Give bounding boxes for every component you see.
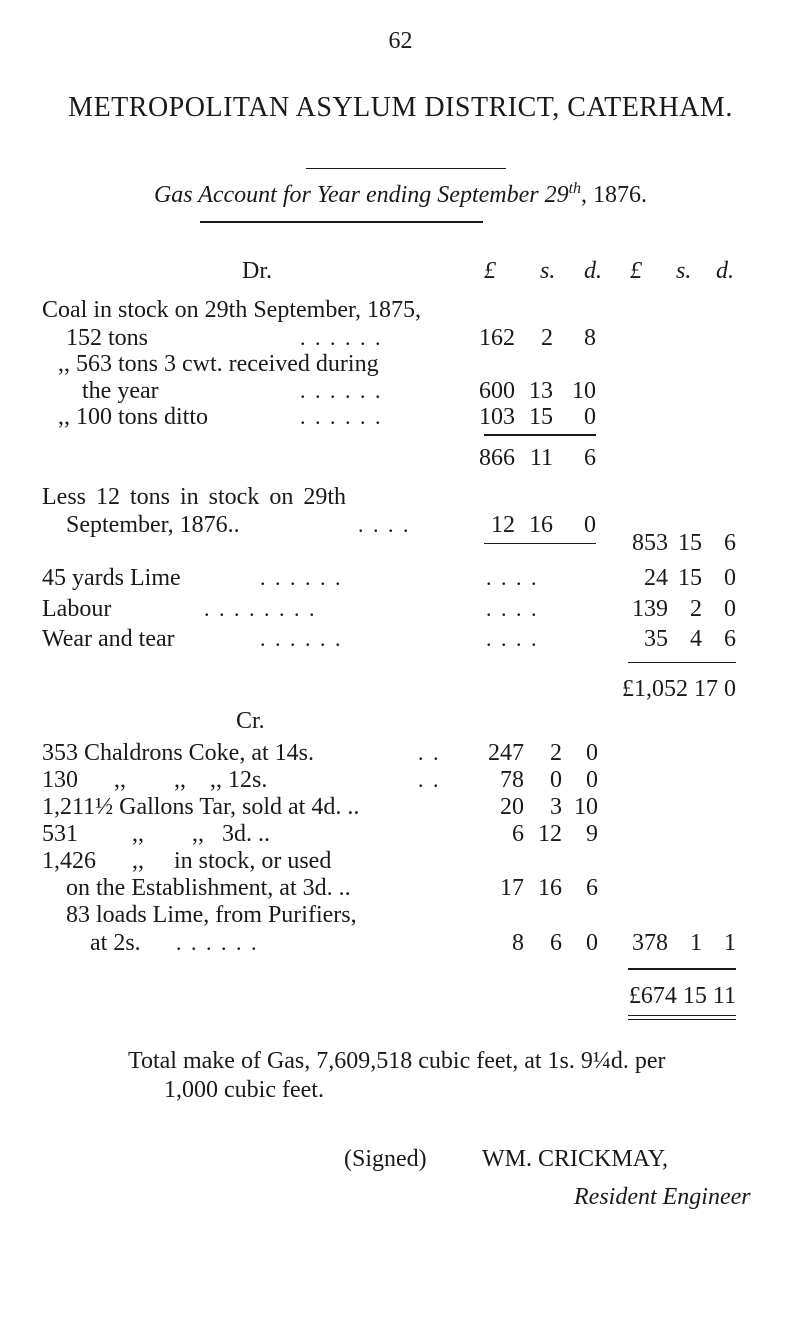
leader-dots: . . xyxy=(418,740,441,765)
debit-item: Labour xyxy=(42,596,112,622)
amount-pence: 0 xyxy=(586,930,598,956)
credit-line: 353 Chaldrons Coke, at 14s. xyxy=(42,740,314,766)
amount-pence: 0 xyxy=(586,740,598,766)
amount-pence: 10 xyxy=(572,378,596,404)
amount-shillings: 16 xyxy=(529,512,553,538)
amount-shillings: 13 xyxy=(529,378,553,404)
credit-total-pounds: 378 xyxy=(632,930,668,956)
debit-heading: Dr. xyxy=(242,258,272,284)
leader-dots: . . . . . . xyxy=(300,404,383,429)
amount-pounds: 78 xyxy=(500,767,524,793)
amount-pence: 0 xyxy=(584,512,596,538)
credit-line: 130 ,, ,, ,, 12s. xyxy=(42,767,268,793)
amount-pounds: 24 xyxy=(644,565,668,591)
total-make-line: 1,000 cubic feet. xyxy=(164,1077,324,1103)
amount-pounds: 162 xyxy=(479,325,515,351)
amount-shillings: 3 xyxy=(550,794,562,820)
page-title: METROPOLITAN ASYLUM DISTRICT, CATERHAM. xyxy=(68,92,733,123)
debit-line: ,, 100 tons ditto xyxy=(58,404,209,430)
subtitle xyxy=(0,180,801,209)
leader-dots: . . . . . . xyxy=(260,626,343,651)
leader-dots: . . xyxy=(418,767,441,792)
balance-double-rule-top xyxy=(628,1015,736,1016)
subtotal-pounds: 866 xyxy=(479,445,515,471)
leader-dots: . . . . . . xyxy=(176,930,259,955)
signer-name: WM. CRICKMAY, xyxy=(482,1146,669,1172)
amount-pounds: 35 xyxy=(644,626,668,652)
sum-rule xyxy=(484,543,596,544)
amount-pence: 6 xyxy=(724,626,736,652)
amount-pence: 8 xyxy=(584,325,596,351)
sum-rule xyxy=(484,434,596,436)
amount-pence: 0 xyxy=(724,596,736,622)
subtitle-sup: th xyxy=(568,180,582,197)
credit-line: 531 ,, ,, 3d. .. xyxy=(42,821,270,847)
subtotal-shillings: 11 xyxy=(529,445,553,471)
leader-dots: . . . . xyxy=(358,512,411,537)
col-header-pounds-2: £ xyxy=(630,258,642,284)
amount-shillings: 0 xyxy=(550,767,562,793)
debit-item: Wear and tear xyxy=(42,626,175,652)
total-make-line: Total make of Gas, 7,609,518 cubic feet, at 1s. 9¼d. per xyxy=(128,1048,666,1074)
amount-pounds: 6 xyxy=(512,821,524,847)
amount-pounds: 17 xyxy=(500,875,524,901)
signer-title: Resident Engineer xyxy=(574,1184,751,1210)
amount-pounds: 12 xyxy=(491,512,515,538)
amount-pence: 6 xyxy=(586,875,598,901)
debit-line: 152 tons xyxy=(66,325,149,351)
net-pence: 6 xyxy=(724,530,736,556)
amount-pence: 0 xyxy=(586,767,598,793)
subtitle-rule xyxy=(200,221,483,223)
col-header-shillings-1: s. xyxy=(540,258,556,284)
less-stock-line: September, 1876.. xyxy=(66,512,240,538)
leader-dots: . . . . xyxy=(486,596,539,621)
credit-line: 1,211½ Gallons Tar, sold at 4d. .. xyxy=(42,794,360,820)
subtitle-suffix: , 1876. xyxy=(581,182,648,208)
amount-shillings: 16 xyxy=(538,875,562,901)
debit-line: ,, 563 tons 3 cwt. received during xyxy=(58,351,379,377)
amount-shillings: 12 xyxy=(538,821,562,847)
amount-pence: 0 xyxy=(724,565,736,591)
credit-line: 1,426 ,, in stock, or used xyxy=(42,848,332,874)
debit-line: Coal in stock on 29th September, 1875, xyxy=(42,297,421,323)
title-rule xyxy=(306,168,506,169)
credit-heading: Cr. xyxy=(236,708,265,734)
amount-pounds: 103 xyxy=(479,404,515,430)
col-header-shillings-2: s. xyxy=(676,258,692,284)
amount-shillings: 4 xyxy=(690,626,702,652)
amount-shillings: 2 xyxy=(690,596,702,622)
amount-pounds: 8 xyxy=(512,930,524,956)
amount-shillings: 6 xyxy=(550,930,562,956)
amount-shillings: 15 xyxy=(529,404,553,430)
total-rule xyxy=(628,662,736,663)
amount-pounds: 20 xyxy=(500,794,524,820)
debit-total: £1,052 17 0 xyxy=(622,676,736,702)
debit-line: the year xyxy=(82,378,159,404)
leader-dots: . . . . . . xyxy=(300,378,383,403)
less-stock-line: Less 12 tons in stock on 29th xyxy=(42,484,346,510)
credit-line: on the Establishment, at 3d. .. xyxy=(66,875,351,901)
subtitle-prefix: Gas Account for Year ending September 29 xyxy=(153,182,569,208)
page-number: 62 xyxy=(388,28,413,54)
balance: £674 15 11 xyxy=(628,983,736,1009)
credit-total-pence: 1 xyxy=(724,930,736,956)
leader-dots: . . . . . . xyxy=(300,325,383,350)
amount-pence: 0 xyxy=(584,404,596,430)
balance-double-rule-bottom xyxy=(628,1019,736,1020)
amount-pence: 10 xyxy=(574,794,598,820)
amount-pounds: 247 xyxy=(488,740,524,766)
amount-pounds: 600 xyxy=(479,378,515,404)
net-pounds: 853 xyxy=(632,530,668,556)
net-shillings: 15 xyxy=(678,530,702,556)
credit-line: 83 loads Lime, from Purifiers, xyxy=(66,902,357,928)
amount-shillings: 2 xyxy=(550,740,562,766)
credit-line: at 2s. xyxy=(90,930,141,956)
debit-item: 45 yards Lime xyxy=(42,565,181,591)
amount-pence: 9 xyxy=(586,821,598,847)
credit-total-shillings: 1 xyxy=(690,930,702,956)
col-header-pence-1: d. xyxy=(584,258,602,284)
amount-shillings: 2 xyxy=(541,325,553,351)
col-header-pounds-1: £ xyxy=(484,258,496,284)
subtotal-pence: 6 xyxy=(584,445,596,471)
leader-dots: . . . . . . . . xyxy=(204,596,317,621)
signed-label: (Signed) xyxy=(344,1146,427,1172)
leader-dots: . . . . . . xyxy=(260,565,343,590)
leader-dots: . . . . xyxy=(486,626,539,651)
amount-pounds: 139 xyxy=(632,596,668,622)
amount-shillings: 15 xyxy=(678,565,702,591)
leader-dots: . . . . xyxy=(486,565,539,590)
col-header-pence-2: d. xyxy=(716,258,734,284)
balance-rule xyxy=(628,968,736,970)
